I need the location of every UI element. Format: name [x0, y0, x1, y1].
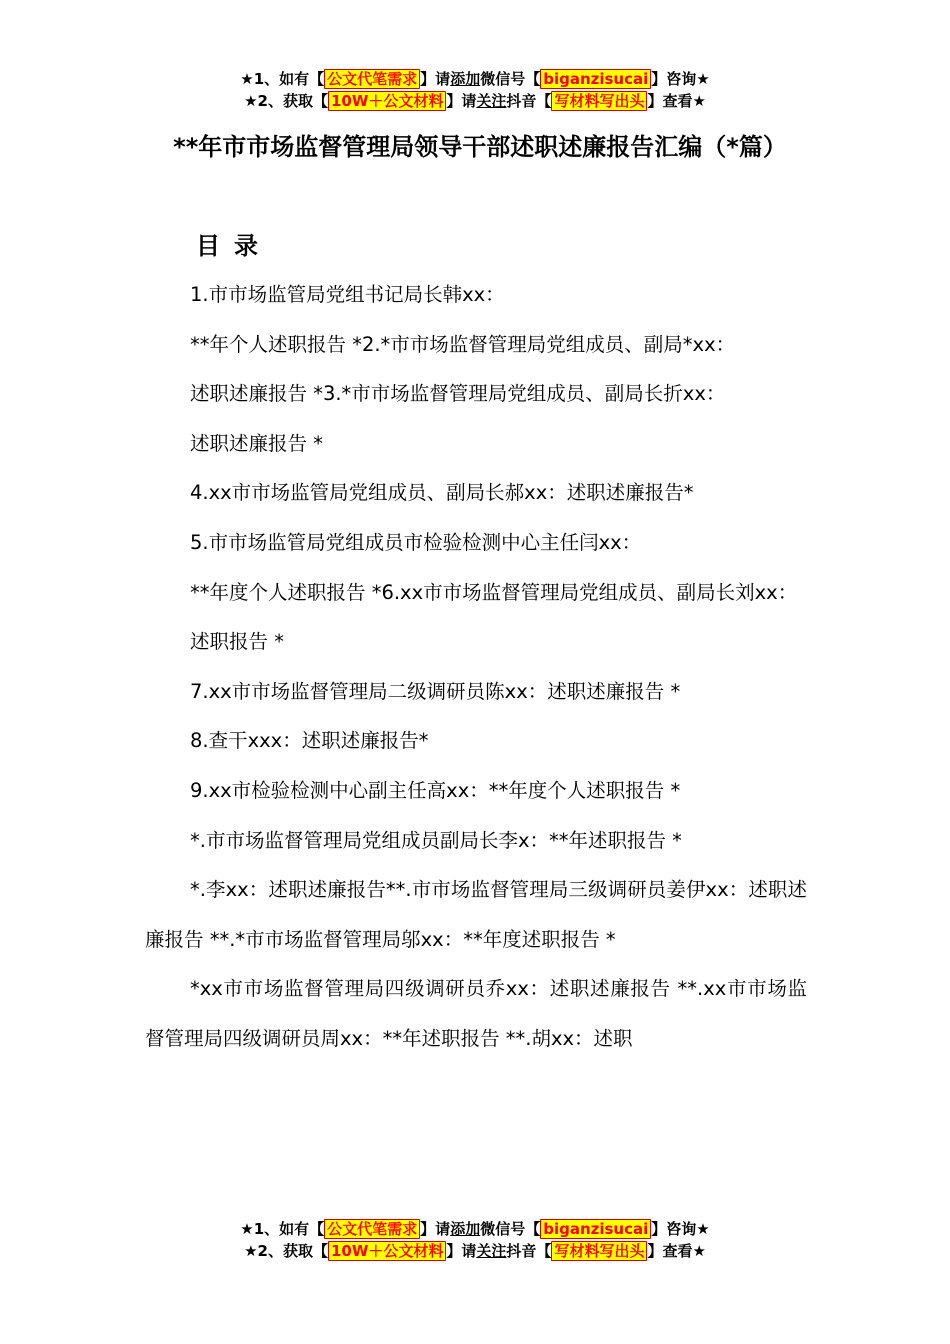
toc-paragraph: *xx市市场监督管理局四级调研员乔xx：述职述廉报告 **.xx市市场监督管理局四级调研员周xx：**年述职报告 **.胡xx：述职: [145, 977, 807, 1050]
toc-heading: 目录: [196, 232, 272, 260]
banner-text: 】请: [446, 92, 477, 110]
toc-paragraph: 8.查干xxx：述职述廉报告*: [190, 729, 429, 753]
banner-highlight: biganzisucai: [540, 1219, 651, 1239]
toc-paragraph: 述职报告 *: [190, 630, 284, 654]
banner-underline: 添加: [450, 70, 481, 88]
banner-highlight: biganzisucai: [540, 69, 651, 89]
banner-highlight: 写材料写出头: [551, 91, 647, 111]
toc-body: [145, 270, 807, 1064]
banner-line-2: [0, 90, 950, 112]
banner-text: ★2、获取【: [244, 92, 328, 110]
document-title: **年市市场监督管理局领导干部述职述廉报告汇编（*篇）: [173, 133, 787, 161]
toc-paragraph: *.市市场监督管理局党组成员副局长李x：**年述职报告 *: [190, 828, 682, 852]
banner-text: 】请: [446, 1242, 477, 1260]
toc-paragraph: **年度个人述职报告 *6.xx市市场监督管理局党组成员、副局长刘xx：: [190, 580, 798, 604]
toc-paragraph: 9.xx市检验检测中心副主任高xx：**年度个人述职报告 *: [190, 778, 681, 802]
banner-line-1: [0, 68, 950, 90]
banner-text: 微信号【: [480, 70, 541, 88]
banner-highlight: 10W＋公文材料: [328, 1241, 446, 1261]
banner-highlight: 公文代笔需求: [324, 69, 420, 89]
banner-text: ★1、如有【: [240, 70, 325, 88]
banner-line-2: [0, 1240, 950, 1262]
footer-banner: [0, 1218, 950, 1262]
toc-paragraph: 述职述廉报告 *: [190, 431, 323, 455]
banner-underline: 关注: [476, 1242, 507, 1260]
toc-paragraph: 述职述廉报告 *3.*市市场监督管理局党组成员、副局长折xx：: [190, 382, 726, 406]
banner-text: ★2、获取【: [244, 1242, 328, 1260]
banner-highlight: 公文代笔需求: [324, 1219, 420, 1239]
banner-text: 微信号【: [480, 1220, 541, 1238]
toc-paragraph: 1.市市场监管局党组书记局长韩xx：: [190, 283, 505, 306]
banner-highlight: 写材料写出头: [551, 1241, 647, 1261]
banner-text: 】查看★: [647, 1242, 706, 1260]
toc-paragraph: **年个人述职报告 *2.*市市场监督管理局党组成员、副局*xx：: [190, 332, 736, 356]
banner-text: 】查看★: [647, 92, 706, 110]
toc-paragraph: *.李xx：述职述廉报告**.市市场监督管理局三级调研员姜伊xx：述职述廉报告 **.*市市场监督管理局邬xx：**年度述职报告 *: [145, 878, 807, 951]
banner-text: 抖音【: [506, 92, 552, 110]
banner-text: 】咨询★: [651, 1220, 710, 1238]
banner-text: 抖音【: [506, 1242, 552, 1260]
banner-text: 】请: [420, 1220, 451, 1238]
banner-line-1: [0, 1218, 950, 1240]
banner-text: ★1、如有【: [240, 1220, 325, 1238]
banner-highlight: 10W＋公文材料: [328, 91, 446, 111]
banner-underline: 添加: [450, 1220, 481, 1238]
toc-paragraph: 4.xx市市场监管局党组成员、副局长郝xx：述职述廉报告*: [190, 481, 694, 505]
toc-paragraph: 7.xx市市场监督管理局二级调研员陈xx：述职述廉报告 *: [190, 679, 681, 703]
header-banner: [0, 68, 950, 112]
toc-paragraph: 5.市市场监管局党组成员市检验检测中心主任闫xx：: [190, 530, 642, 554]
banner-text: 】咨询★: [651, 70, 710, 88]
banner-underline: 关注: [476, 92, 507, 110]
banner-text: 】请: [420, 70, 451, 88]
